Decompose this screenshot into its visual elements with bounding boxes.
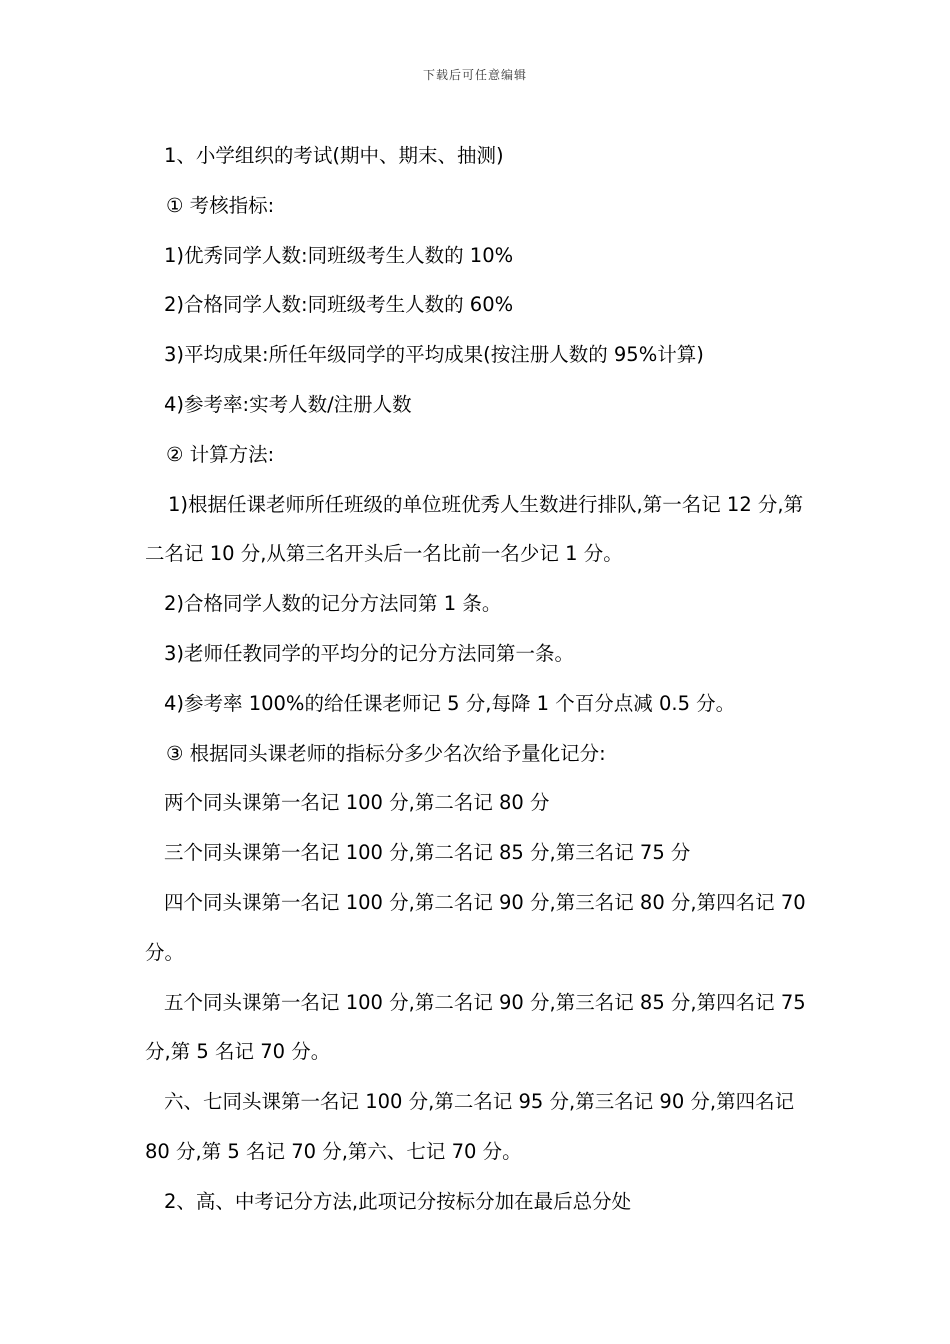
method-qualified-students: 2)合格同学人数的记分方法同第 1 条。: [164, 592, 502, 616]
rule-four-classes: 四个同头课第一名记 100 分,第二名记 90 分,第三名记 80 分,第四名记 70 分。: [145, 890, 806, 964]
indicator-participation-rate: 4)参考率:实考人数/注册人数: [164, 392, 412, 416]
indicator-excellent-students: 1)优秀同学人数:同班级考生人数的 10%: [164, 243, 514, 267]
method-participation-rate: 4)参考率 100%的给任课老师记 5 分,每降 1 个百分点减 0.5 分。: [164, 691, 736, 715]
rule-three-classes: 三个同头课第一名记 100 分,第二名记 85 分,第三名记 75 分: [164, 841, 691, 865]
document-body: [145, 131, 809, 1227]
subheading-quantified-scoring: ③ 根据同头课老师的指标分多少名次给予量化记分:: [166, 741, 606, 765]
rule-two-classes: 两个同头课第一名记 100 分,第二名记 80 分: [164, 791, 550, 815]
indicator-qualified-students: 2)合格同学人数:同班级考生人数的 60%: [164, 293, 514, 317]
page-header: 下载后可任意编辑: [422, 68, 527, 82]
method-excellent-ranking: 1)根据任课老师所任班级的单位班优秀人生数进行排队,第一名记 12 分,第二名记 10 分,从第三名开头后一名比前一名少记 1 分。: [145, 492, 804, 566]
subheading-assessment-indicators: ① 考核指标:: [166, 193, 275, 217]
indicator-average-score: 3)平均成果:所任年级同学的平均成果(按注册人数的 95%计算): [164, 343, 704, 367]
subheading-calculation-method: ② 计算方法:: [166, 442, 275, 466]
rule-six-seven-classes: 六、七同头课第一名记 100 分,第二名记 95 分,第三名记 90 分,第四名记 80 分,第 5 名记 70 分,第六、七记 70 分。: [145, 1090, 795, 1163]
section-heading-high-middle-exams: 2、高、中考记分方法,此项记分按标分加在最后总分处: [164, 1189, 632, 1213]
rule-five-classes: 五个同头课第一名记 100 分,第二名记 90 分,第三名记 85 分,第四名记 75 分,第 5 名记 70 分。: [145, 990, 806, 1064]
section-heading-primary-exams: 1、小学组织的考试(期中、期末、抽测): [164, 144, 504, 167]
method-average-score: 3)老师任教同学的平均分的记分方法同第一条。: [164, 641, 575, 665]
